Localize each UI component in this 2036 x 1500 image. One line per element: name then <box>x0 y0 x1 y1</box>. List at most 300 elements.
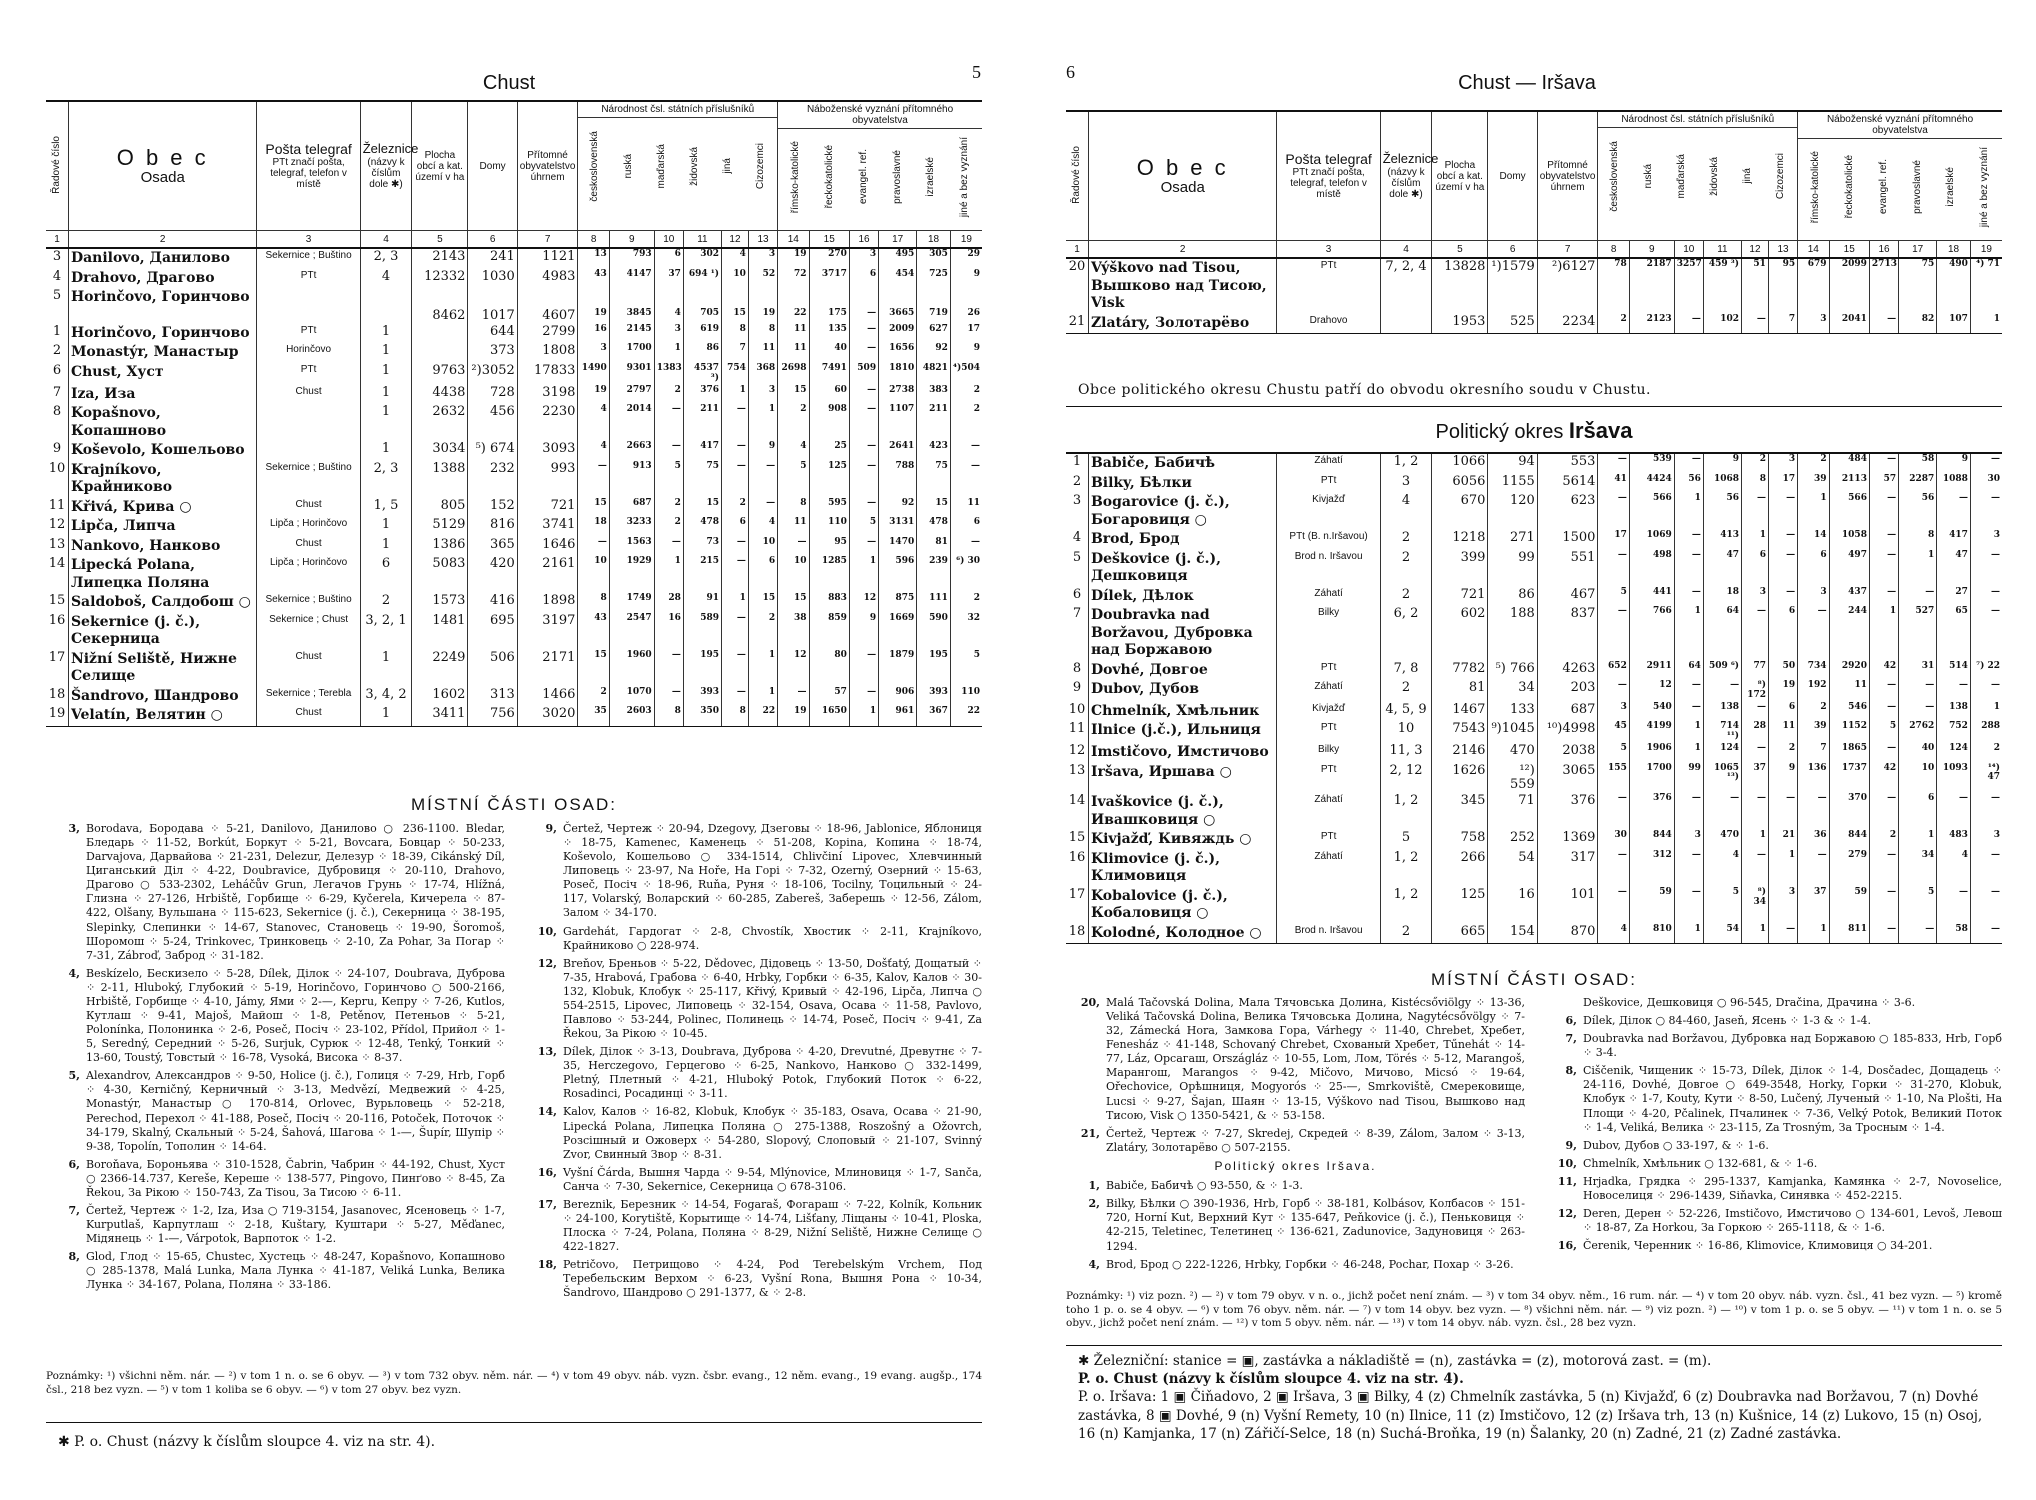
cell-name: Bogarovice (j. č.), Богаровиця ○ <box>1088 493 1277 530</box>
cell-post: Kivjažď <box>1277 493 1380 530</box>
cell-r4: 2762 <box>1899 721 1937 743</box>
cell-name: Drahovo, Драгово <box>68 269 257 289</box>
cell-houses: 54 <box>1488 850 1537 887</box>
cell-area: 4438 <box>412 385 468 405</box>
col-head-narodnost: Národnost čsl. státních příslušníků <box>578 102 777 118</box>
cell-r1: — <box>778 537 809 557</box>
cell-n3: — <box>1674 314 1703 334</box>
col-head-pritomne: Přítomné obyvatelstvo úhrnem <box>517 102 578 231</box>
cell-name: Kobalovice (j. č.), Кобаловиця ○ <box>1088 887 1277 924</box>
cell-r1: — <box>1798 850 1829 887</box>
cell-n5: — <box>1742 606 1769 661</box>
cell-n2: 2187 <box>1629 258 1674 314</box>
entry-number <box>1543 996 1577 1010</box>
cell-n6: 95 <box>1768 258 1797 314</box>
col-head-nabozenske: Náboženské vyznání přítomného obyvatelstva <box>1798 112 2002 139</box>
cell-n3: 99 <box>1674 763 1703 794</box>
cell-name: Zlatáry, Золотарёво <box>1088 314 1277 334</box>
cell-r1: 136 <box>1798 763 1829 794</box>
cell-r5: 81 <box>917 537 951 557</box>
cell-rail: 10 <box>1380 721 1432 743</box>
cell-n1: — <box>1598 454 1629 474</box>
cell-post <box>257 308 360 324</box>
cell-rail: 3 <box>1380 474 1432 494</box>
column-number: 12 <box>722 231 749 249</box>
col-head-pritomne: Přítomné obyvatelstvo úhrnem <box>1537 112 1598 241</box>
col-head-osada: Osada <box>1160 178 1205 196</box>
cell-n6: 19 <box>1768 680 1797 702</box>
mistni-entry <box>1066 1258 1525 1272</box>
entry-number: 8, <box>1565 1064 1577 1078</box>
column-number: 16 <box>1869 241 1898 259</box>
cell-n1: 5 <box>1598 587 1629 607</box>
cell-n2: 766 <box>1629 606 1674 661</box>
cell-n3: — <box>654 650 683 687</box>
cell-name: Iza, Иза <box>68 385 257 405</box>
column-number: 18 <box>1937 241 1971 259</box>
cell-name: Iršava, Иршава ○ <box>1088 763 1277 794</box>
column-number: 17 <box>1899 241 1937 259</box>
cell-houses: ⁵) 674 <box>468 441 517 461</box>
cell-n3: — <box>654 687 683 707</box>
entry-number: 10, <box>537 924 557 938</box>
cell-r6: 17 <box>950 324 982 344</box>
cell-n6: — <box>1768 587 1797 607</box>
cell-n4: — <box>1703 680 1741 702</box>
entry-number: 16, <box>1557 1239 1577 1253</box>
entry-text: Beskízelo, Бескизело ⁘ 5-28, Dílek, Ділок ⁘ 24-107, Doubrava, Дуброва ⁘ 2-11, Hluboký, Глубокий ⁘ 5-19, Horinčovo, Горинчово ○ 500-2166, Hrbiště, Горбище ⁘ 4-10, Jámy, Ями ⁘ 2-—, Kepru, Кепру ⁘ 7-26, Kutlos, Кутлаш ⁘ 9-41, Majoš, Майош ⁘ 1-8, Petěnov, Петеньов ⁘ 5-21, Polonínka, Полонинка ⁘ 2-6, Poseč, Посіч ⁘ 23-102, Přídol, Прийол ⁘ 1-5, Seredný, Середний ⁘ 5-26, Surjuk, Сурюк ⁘ 12-48, Tenký, Тонкий ⁘ 13-60, Toustý, Товстый ⁘ 16-78, Vysoká, Висока ⁘ 8-37. <box>86 966 505 1065</box>
cell-no: 8 <box>1072 660 1082 676</box>
table-row <box>46 404 982 441</box>
cell-r5: 393 <box>917 687 951 707</box>
cell-rail <box>360 308 412 324</box>
page-title: Chust <box>482 72 536 94</box>
cell-n5: — <box>722 556 749 593</box>
cell-r6: — <box>950 537 982 557</box>
cell-area: 1573 <box>412 593 468 613</box>
cell-n6: 1 <box>748 404 777 441</box>
col-head-posta-sub: PTt značí pošta, telegraf, telefon v místě <box>1290 167 1367 201</box>
cell-n4: 619 <box>683 324 721 344</box>
cell-houses: 86 <box>1488 587 1537 607</box>
cell-n6: 15 <box>748 593 777 613</box>
col-head-zeleznice-sub: (názvy k číslům dole ✱) <box>367 156 405 190</box>
entry-text: Dílek, Ділок ○ 84-460, Jaseň, Ясень ⁘ 1-3 & ⁘ 1-4. <box>1583 1014 1871 1028</box>
cell-area: 805 <box>412 498 468 518</box>
cell-r2: 497 <box>1829 550 1869 587</box>
cell-rail: 2 <box>1380 587 1432 607</box>
cell-n3: 5 <box>654 461 683 498</box>
cell-n6: 11 <box>748 343 777 363</box>
cell-houses: ⁹)1045 <box>1488 721 1537 743</box>
cell-n1: — <box>1598 887 1629 924</box>
cell-n5: 1 <box>1742 530 1769 550</box>
cell-n1: 10 <box>578 556 609 593</box>
column-number: 10 <box>1674 241 1703 259</box>
col-head-obec: O b e c <box>1136 154 1229 180</box>
cell-r1: 39 <box>1798 474 1829 494</box>
mistni-entry <box>1543 1014 2002 1028</box>
cell-n6: 4 <box>748 517 777 537</box>
cell-n1: — <box>578 537 609 557</box>
cell-n3: 3 <box>654 324 683 344</box>
mistni-entry <box>523 1045 982 1101</box>
cell-rail: 1 <box>360 385 412 405</box>
cell-post: PTt <box>1277 661 1380 681</box>
cell-n6: — <box>1768 530 1797 550</box>
cell-rail: 1 <box>360 441 412 461</box>
table-header <box>1066 112 2002 258</box>
cell-name: Křivá, Крива ○ <box>68 498 257 518</box>
cell-r6: 288 <box>1970 721 2002 743</box>
entry-number: 1, <box>1088 1179 1100 1193</box>
table-row <box>46 269 982 289</box>
cell-r3: 5 <box>1869 721 1898 743</box>
cell-area: 345 <box>1432 793 1488 830</box>
entry-number: 6, <box>1565 1014 1577 1028</box>
cell-rail: 3, 2, 1 <box>360 613 412 650</box>
cell-post: Sekernice ; Terebla <box>257 687 360 707</box>
cell-n4: 56 <box>1703 493 1741 530</box>
cell-n2: 539 <box>1629 454 1674 474</box>
cell-n6: 1 <box>748 650 777 687</box>
column-number: 14 <box>778 231 809 249</box>
cell-n6: 11 <box>1768 721 1797 743</box>
cell-n1: 35 <box>578 706 609 726</box>
cell-n6: 6 <box>748 556 777 593</box>
cell-post: Sekernice ; Buštino <box>257 248 360 269</box>
col-head-nat: československá <box>1609 140 1621 212</box>
cell-r4: 2738 <box>879 385 917 405</box>
cell-n6: 17 <box>1768 474 1797 494</box>
cell-pop: 17833 <box>517 363 578 385</box>
column-number: 13 <box>748 231 777 249</box>
cell-r3: 5 <box>849 517 878 537</box>
cell-n6: 6 <box>1768 702 1797 722</box>
col-head-rel: řeckokatolické <box>823 145 835 209</box>
footnote: ✱ P. o. Chust (názvy k číslům sloupce 4. viz na str. 4). <box>58 1434 436 1450</box>
cell-no: 2 <box>1072 473 1082 489</box>
cell-post: Chust <box>257 650 360 687</box>
cell-n4: 478 <box>683 517 721 537</box>
column-number: 12 <box>1742 241 1769 259</box>
mistni-entry <box>46 967 505 1066</box>
cell-r3: — <box>849 537 878 557</box>
cell-r2: 883 <box>809 593 849 613</box>
cell-n6: — <box>1768 924 1797 944</box>
cell-r2 <box>809 288 849 308</box>
cell-n1: 5 <box>1598 743 1629 763</box>
cell-r3: 1 <box>849 556 878 593</box>
cell-houses: 416 <box>468 593 517 613</box>
table-body <box>46 248 982 726</box>
cell-n5: — <box>722 650 749 687</box>
col-head-plocha: Plocha obcí a kat. území v ha <box>412 102 468 231</box>
cell-area: 8462 <box>412 308 468 324</box>
okres-subheading: Politický okres Iršava. <box>1214 1158 1377 1173</box>
cell-houses: 1030 <box>468 269 517 289</box>
cell-houses: 313 <box>468 687 517 707</box>
notes <box>1066 1290 2002 1331</box>
entry-number: 4, <box>68 966 80 980</box>
cell-no: 7 <box>1072 606 1082 621</box>
col-head-rad: Řadové číslo <box>51 135 63 194</box>
table-row <box>46 288 982 308</box>
entry-text: Alexandrov, Александров ⁘ 9-50, Holice (j. č.), Голиця ⁘ 7-29, Hrb, Горб ⁘ 4-30, Kerničný, Керничный ⁘ 3-13, Medvězí, Медвежий ⁘ 4-25, Monastýr, Манастыр ○ 170-814, Orlovec, Вурьловець ⁘ 52-218, Perechod, Перехол ⁘ 41-188, Poseč, Посіч ⁘ 20-116, Potoček, Поточок ⁘ 34-179, Skalný, Скальный ⁘ 5-24, Šahová, Шагова ⁘ 1-—, Šupír, Шупір ⁘ 9-38, Topolín, Тополин ⁘ 14-64. <box>86 1069 505 1153</box>
cell-r1: 15 <box>778 593 809 613</box>
cell-n3: — <box>1674 887 1703 924</box>
column-number: 4 <box>360 231 412 249</box>
col-head-osada: Osada <box>140 168 185 186</box>
cell-n4: 138 <box>1703 702 1741 722</box>
cell-r1: 6 <box>1798 550 1829 587</box>
cell-r4: 75 <box>1899 258 1937 314</box>
cell-name: Babiče, Бабичѣ <box>1088 454 1277 474</box>
cell-rail: 2 <box>1380 680 1432 702</box>
column-number: 9 <box>1629 241 1674 259</box>
cell-n6: 19 <box>748 308 777 324</box>
cell-post: PTt <box>1277 830 1380 850</box>
cell-post: Brod n. Iršavou <box>1277 550 1380 587</box>
cell-rail: 1, 5 <box>360 498 412 518</box>
cell-no: 18 <box>1068 923 1086 939</box>
cell-name: Imstičovo, Имстичово <box>1088 743 1277 763</box>
cell-no: 18 <box>48 686 66 702</box>
cell-r3: 9 <box>849 613 878 650</box>
cell-pop: 467 <box>1537 587 1598 607</box>
cell-name: Šandrovo, Шандрово <box>68 687 257 707</box>
table-row <box>1066 474 2002 494</box>
entry-text: Glod, Глод ⁘ 15-65, Chustec, Хустець ⁘ 48-247, Kopašnovo, Копашново ○ 285-1378, Malá Lunka, Мала Лунка ⁘ 41-187, Veliká Lunka, Велика Лунка ⁘ 34-167, Polana, Поляна ⁘ 33-186. <box>86 1250 505 1292</box>
cell-pop: 376 <box>1537 793 1598 830</box>
cell-r2: 11 <box>1829 680 1869 702</box>
cell-r4: 6 <box>1899 793 1937 830</box>
cell-r2: 57 <box>809 687 849 707</box>
cell-r5: 138 <box>1937 702 1971 722</box>
cell-n5: — <box>1742 493 1769 530</box>
column-number: 3 <box>257 231 360 249</box>
cell-rail: 6 <box>360 556 412 593</box>
cell-n1: 15 <box>578 650 609 687</box>
cell-r4: — <box>1899 924 1937 944</box>
cell-r3: 3 <box>849 248 878 269</box>
cell-post: Záhatí <box>1277 850 1380 887</box>
cell-n6: 3 <box>1768 887 1797 924</box>
entry-number: 6, <box>68 1157 80 1171</box>
cell-n4: 195 <box>683 650 721 687</box>
cell-rail: 1, 2 <box>1380 850 1432 887</box>
cell-n4: 102 <box>1703 314 1741 334</box>
cell-pop: 3198 <box>517 385 578 405</box>
cell-r5: 383 <box>917 385 951 405</box>
entry-number: 14, <box>537 1105 557 1119</box>
cell-post: PTt (B. n.Iršavou) <box>1277 530 1380 550</box>
mistni-entry <box>1066 1197 1525 1253</box>
cell-r5: 58 <box>1937 924 1971 944</box>
cell-houses: 506 <box>468 650 517 687</box>
cell-n2: 810 <box>1629 924 1674 944</box>
cell-n3: — <box>1674 587 1703 607</box>
entry-number: 18, <box>537 1258 557 1272</box>
col-head-domy: Domy <box>1488 112 1537 241</box>
entry-text: Boroňava, Бороньява ⁘ 310-1528, Čabrin, Чабрин ⁘ 44-192, Chust, Хуст ○ 2366-14.737, Kereše, Кереше ⁘ 138-577, Pingovo, Пинґово ⁘ 8-45, Za Řekou, За Рікою ⁘ 150-743, Za Tisou, За Тисою ⁘ 6-11. <box>86 1157 505 1199</box>
column-number: 1 <box>1066 241 1088 259</box>
column-number: 19 <box>1970 241 2002 259</box>
column-number: 5 <box>412 231 468 249</box>
cell-n6: 368 <box>748 363 777 385</box>
cell-n5: 2 <box>1742 454 1769 474</box>
cell-rail: 1 <box>360 706 412 726</box>
cell-r3: — <box>1869 454 1898 474</box>
cell-r1: 3 <box>1798 314 1829 334</box>
cell-n3: 37 <box>654 269 683 289</box>
cell-r3: — <box>849 441 878 461</box>
cell-n5: 77 <box>1742 661 1769 681</box>
entry-text: Dubov, Дубов ○ 33-197, & ⁘ 1-6. <box>1583 1138 1769 1152</box>
cell-pop: 837 <box>1537 606 1598 661</box>
entry-text: Breňov, Бреньов ⁘ 5-22, Dědovec, Дідовець ⁘ 13-50, Došťatý, Дощатый ⁘ 7-35, Hrabová, Грабова ⁘ 6-40, Hrbky, Горбки ⁘ 6-35, Kalov, Калов ⁘ 30-132, Klobuk, Клобук ⁘ 25-117, Křivý, Кривый ⁘ 42-196, Lipča, Липча ○ 554-2515, Lipovec, Липовець ⁘ 32-154, Osava, Осава ⁘ 11-58, Pavlovo, Павлово ⁘ 53-244, Polinec, Полинець ⁘ 14-74, Poseč, Посіч ⁘ 9-41, Za Řekou, За Рікою ⁘ 10-45. <box>563 956 982 1041</box>
cell-r3: — <box>849 385 878 405</box>
cell-n3: — <box>1674 454 1703 474</box>
cell-n3: 3 <box>1674 830 1703 850</box>
cell-pop: 3197 <box>517 613 578 650</box>
cell-r4: 2009 <box>879 324 917 344</box>
cell-r1: 2 <box>1798 454 1829 474</box>
cell-n5: 7 <box>722 343 749 363</box>
cell-r5: 47 <box>1937 550 1971 587</box>
cell-pop: 1466 <box>517 687 578 707</box>
cell-r3: — <box>849 308 878 324</box>
cell-n3: 2 <box>654 498 683 518</box>
entry-text: Deškovice, Дешковиця ○ 96-545, Dračina, Драчина ⁘ 3-6. <box>1583 996 1916 1009</box>
cell-n2: 2145 <box>609 324 654 344</box>
cell-rail: 4 <box>360 269 412 289</box>
cell-pop: 5614 <box>1537 474 1598 494</box>
table-row <box>1066 680 2002 702</box>
cell-r4: 961 <box>879 706 917 726</box>
cell-post: Brod n. Iršavou <box>1277 924 1380 944</box>
cell-n2: 2123 <box>1629 314 1674 334</box>
cell-r5: 195 <box>917 650 951 687</box>
cell-r4: 34 <box>1899 850 1937 887</box>
cell-no: 15 <box>48 593 66 609</box>
cell-r2: 1285 <box>809 556 849 593</box>
cell-no: 16 <box>1068 849 1086 865</box>
cell-n1: — <box>1598 550 1629 587</box>
cell-rail: 1, 2 <box>1380 454 1432 474</box>
cell-r5: 490 <box>1937 258 1971 314</box>
cell-pop: 553 <box>1537 454 1598 474</box>
cell-rail: 2, 12 <box>1380 763 1432 794</box>
cell-r5: 1093 <box>1937 763 1971 794</box>
cell-pop: 1808 <box>517 343 578 363</box>
entry-text: Vyšní Čárda, Вышня Чарда ⁘ 9-54, Mlýnovice, Млиновиця ⁘ 1-7, Sanča, Санча ⁘ 7-30, Sekernice, Секерница ○ 678-3106. <box>563 1165 982 1193</box>
cell-n5: 28 <box>1742 721 1769 743</box>
cell-pop: 623 <box>1537 493 1598 530</box>
cell-name: Krajníkovo, Крайниково <box>68 461 257 498</box>
table-row <box>46 650 982 687</box>
cell-r1: — <box>1798 793 1829 830</box>
cell-post: PTt <box>257 324 360 344</box>
mistni-entry <box>523 1166 982 1194</box>
cell-no: 3 <box>52 249 62 264</box>
cell-houses: 1155 <box>1488 474 1537 494</box>
cell-r1: 679 <box>1798 258 1829 314</box>
cell-n1: 18 <box>578 517 609 537</box>
cell-r1: 72 <box>778 269 809 289</box>
okres-soud-note: Obce politického okresu Chustu patří do obvodu okresního soudu v Chustu. <box>1078 382 1651 398</box>
right-page <box>1018 0 2036 1500</box>
cell-n1: 45 <box>1598 721 1629 743</box>
cell-r5: 75 <box>917 461 951 498</box>
entry-text: Doubravka nad Boržavou, Дубровка над Боржавою ○ 185-833, Hrb, Горб ⁘ 3-4. <box>1583 1032 2002 1060</box>
cell-post: Záhatí <box>1277 454 1380 474</box>
cell-rail: 1 <box>360 404 412 441</box>
cell-pop: 1898 <box>517 593 578 613</box>
entry-number: 21, <box>1080 1126 1100 1140</box>
col-head-rel: izraelské <box>925 157 937 197</box>
cell-n6: 3 <box>1768 454 1797 474</box>
table-row <box>1066 314 2002 334</box>
cell-r3: — <box>849 343 878 363</box>
cell-area: 721 <box>1432 587 1488 607</box>
cell-r5: 15 <box>917 498 951 518</box>
cell-area: 2146 <box>1432 743 1488 763</box>
cell-pop: 3741 <box>517 517 578 537</box>
cell-r5: 305 <box>917 248 951 269</box>
entry-text: Chmelník, Хмѣльник ○ 132-681, & ⁘ 1-6. <box>1583 1156 1818 1170</box>
cell-r6: 22 <box>950 706 982 726</box>
cell-houses: 271 <box>1488 530 1537 550</box>
cell-r2: 3717 <box>809 269 849 289</box>
column-number: 19 <box>950 231 982 249</box>
cell-r2: 7491 <box>809 363 849 385</box>
cell-r1: 2 <box>1798 702 1829 722</box>
cell-r2: 811 <box>1829 924 1869 944</box>
cell-no: 10 <box>1068 701 1086 717</box>
col-head-rel: jiné a bez vyznání <box>959 136 971 218</box>
cell-houses: 120 <box>1488 493 1537 530</box>
cell-r3: — <box>1869 680 1898 702</box>
cell-r2: 95 <box>809 537 849 557</box>
zeleznice-chust: P. o. Chust (názvy k číslům sloupce 4. viz na str. 4). <box>1078 1371 1464 1388</box>
cell-r2: 1737 <box>1829 763 1869 794</box>
cell-r4 <box>879 288 917 308</box>
table-row <box>1066 550 2002 587</box>
okres-title <box>1066 418 2002 444</box>
cell-no: 4 <box>1072 530 1082 545</box>
cell-n5: 3 <box>1742 587 1769 607</box>
cell-n3: 1 <box>1674 924 1703 944</box>
cell-r4: 454 <box>879 269 917 289</box>
cell-pop <box>517 288 578 308</box>
cell-area: 9763 <box>412 363 468 385</box>
cell-pop: 551 <box>1537 550 1598 587</box>
cell-n2: 1700 <box>1629 763 1674 794</box>
mistni-casti-title: MÍSTNÍ ČÁSTI OSAD: <box>410 795 618 814</box>
mistni-casti-title: MÍSTNÍ ČÁSTI OSAD: <box>1430 970 1638 989</box>
cell-r3: — <box>849 650 878 687</box>
entry-text: Hrjadka, Грядка ⁘ 295-1337, Kamjanka, Камянка ⁘ 2-7, Novoselice, Новоселиця ⁘ 296-1439, Siňavka, Синявка ⁘ 452-2215. <box>1583 1174 2002 1202</box>
col-head-nat: jiná <box>721 158 733 174</box>
cell-post <box>1277 887 1380 924</box>
cell-r2: 110 <box>809 517 849 537</box>
cell-r1: 11 <box>778 343 809 363</box>
table-row <box>46 613 982 650</box>
mistni-entry <box>46 1250 505 1292</box>
cell-rail: 1 <box>360 343 412 363</box>
cell-r6: 110 <box>950 687 982 707</box>
